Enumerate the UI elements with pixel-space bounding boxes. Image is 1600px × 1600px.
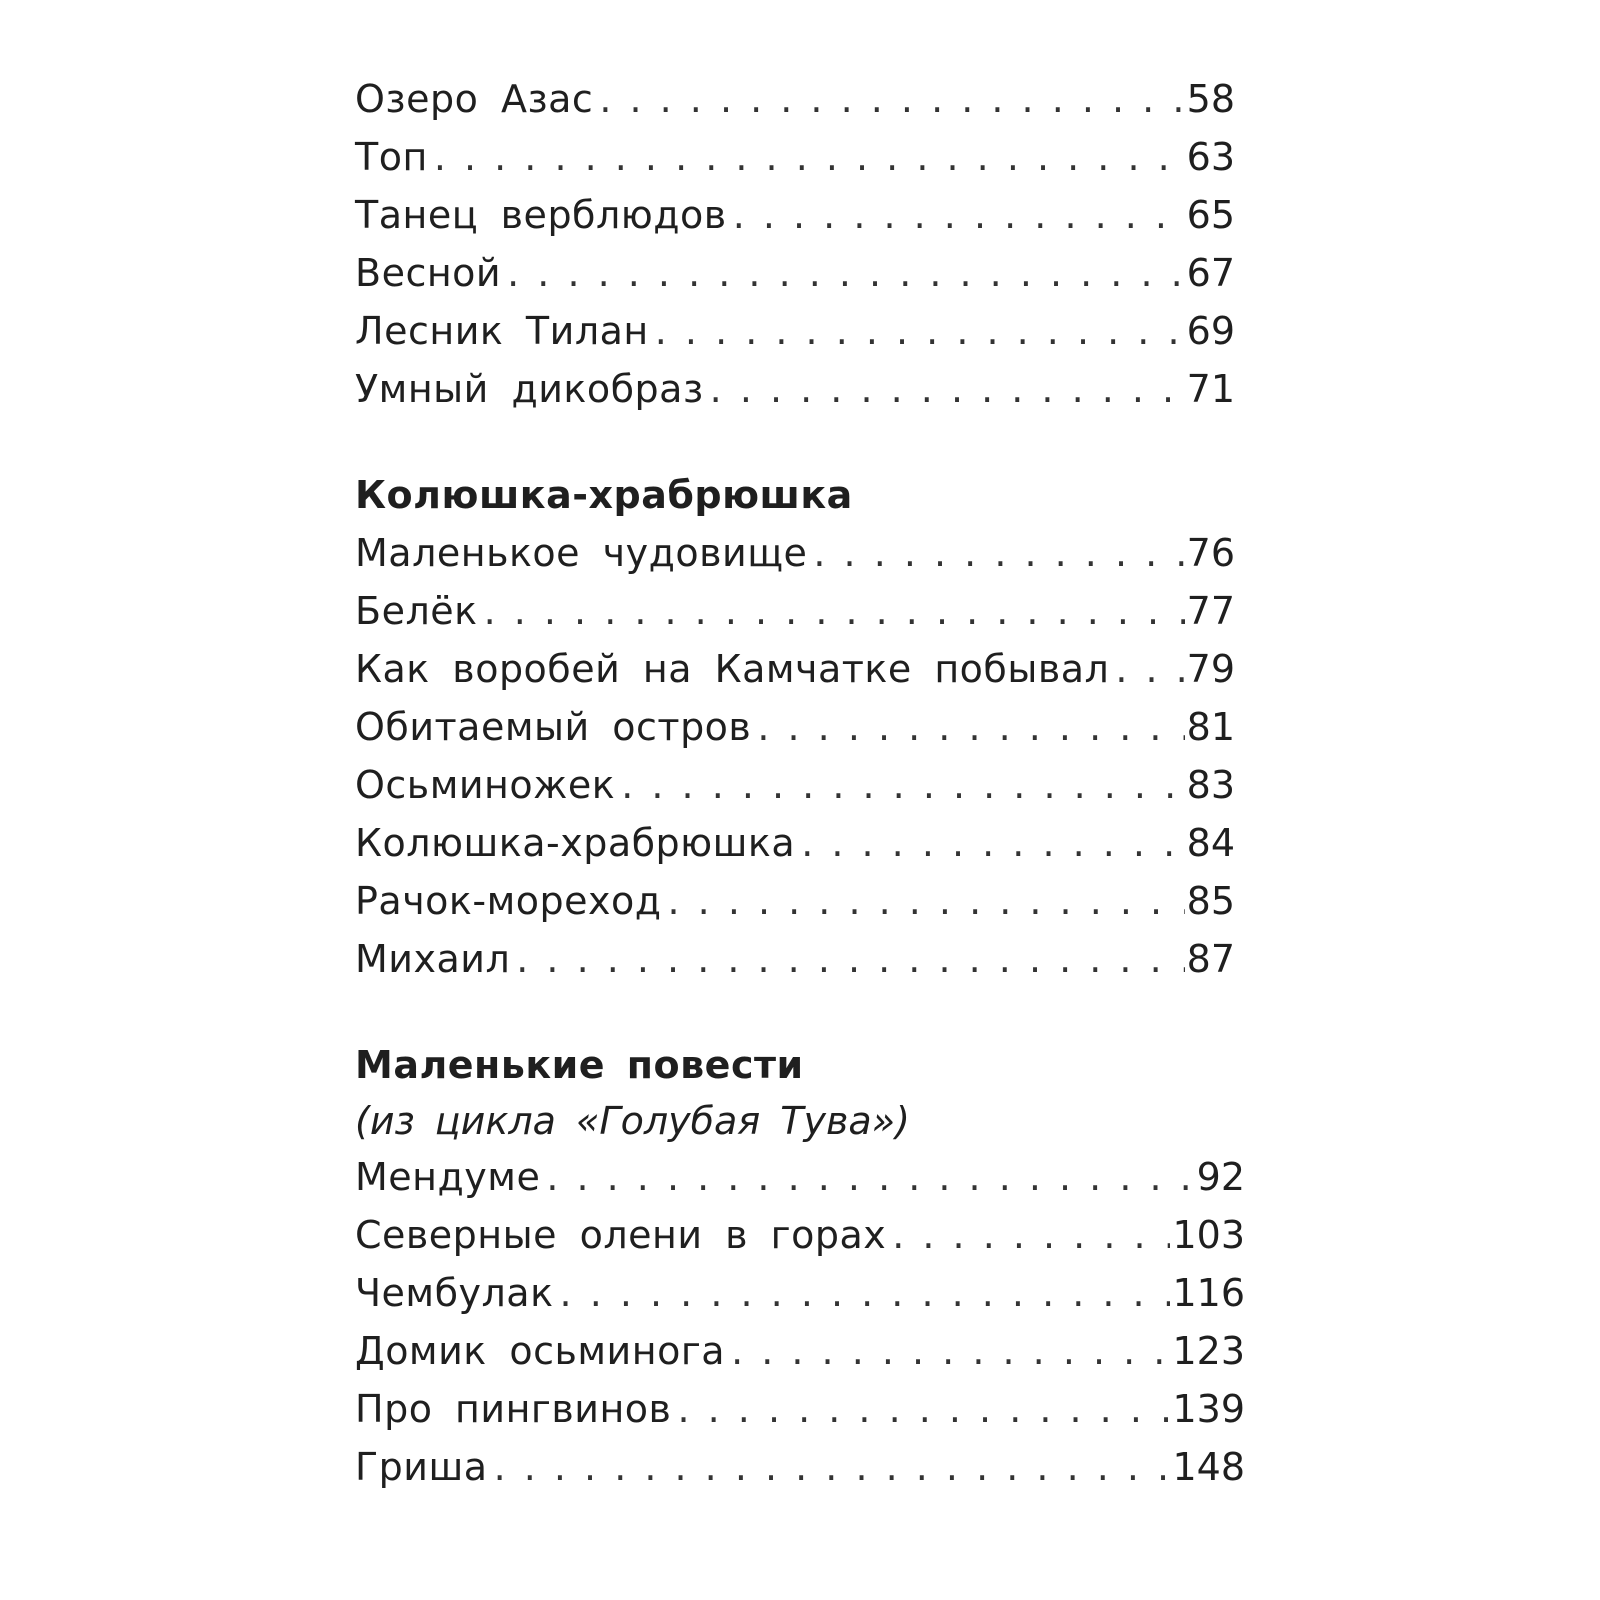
dot-leader <box>516 930 1184 988</box>
entry-title: Лесник Тилан <box>355 309 649 353</box>
dot-leader <box>560 1264 1171 1322</box>
dot-leader <box>892 1206 1170 1264</box>
dot-leader <box>434 128 1185 186</box>
entry-title: Танец верблюдов <box>355 193 727 237</box>
table-of-contents <box>355 70 1245 1496</box>
dot-leader <box>710 360 1185 418</box>
entry-title: Мендуме <box>355 1155 541 1199</box>
entry-page-number: 79 <box>1186 647 1235 691</box>
dot-leader <box>757 698 1184 756</box>
dot-leader <box>599 70 1184 128</box>
entry-title: Чембулак <box>355 1271 554 1315</box>
dot-leader <box>801 814 1184 872</box>
entry-page-number: 116 <box>1172 1271 1245 1315</box>
toc-entry[interactable] <box>355 1438 1245 1496</box>
dot-leader <box>494 1438 1171 1496</box>
toc-entry[interactable] <box>355 756 1235 814</box>
section-spacer <box>355 418 1235 466</box>
toc-entry[interactable] <box>355 640 1235 698</box>
dot-leader <box>813 524 1184 582</box>
entry-title: Белёк <box>355 589 478 633</box>
section-heading: Колюшка-храбрюшка <box>355 473 853 517</box>
entry-title: Обитаемый остров <box>355 705 752 749</box>
entry-title: Про пингвинов <box>355 1387 672 1431</box>
entry-page-number: 103 <box>1172 1213 1245 1257</box>
toc-entry[interactable] <box>355 582 1235 640</box>
entry-page-number: 77 <box>1186 589 1235 633</box>
entry-page-number: 69 <box>1186 309 1235 353</box>
entry-page-number: 67 <box>1186 251 1235 295</box>
entry-title: Маленькое чудовище <box>355 531 808 575</box>
entry-page-number: 148 <box>1172 1445 1245 1489</box>
section-subheading: (из цикла «Голубая Тува») <box>355 1099 910 1143</box>
dot-leader <box>677 1380 1170 1438</box>
entry-title: Топ <box>355 135 428 179</box>
entry-title: Северные олени в горах <box>355 1213 887 1257</box>
toc-entry[interactable] <box>355 1264 1245 1322</box>
toc-group <box>355 70 1235 418</box>
toc-entry[interactable] <box>355 70 1235 128</box>
toc-entry[interactable] <box>355 244 1235 302</box>
dot-leader <box>655 302 1185 360</box>
entry-title: Осьминожек <box>355 763 616 807</box>
toc-entry[interactable] <box>355 1206 1245 1264</box>
dot-leader <box>733 186 1185 244</box>
toc-entry[interactable] <box>355 302 1235 360</box>
dot-leader <box>484 582 1185 640</box>
toc-entry[interactable] <box>355 698 1235 756</box>
entry-title: Домик осьминога <box>355 1329 726 1373</box>
entry-page-number: 58 <box>1186 77 1235 121</box>
entry-title: Михаил <box>355 937 511 981</box>
dot-leader <box>546 1148 1194 1206</box>
toc-entry[interactable] <box>355 1380 1245 1438</box>
toc-entry[interactable] <box>355 186 1235 244</box>
entry-page-number: 71 <box>1186 367 1235 411</box>
dot-leader <box>507 244 1185 302</box>
entry-title: Гриша <box>355 1445 488 1489</box>
entry-page-number: 84 <box>1186 821 1235 865</box>
dot-leader <box>621 756 1184 814</box>
entry-page-number: 76 <box>1186 531 1235 575</box>
entry-page-number: 92 <box>1196 1155 1245 1199</box>
entry-title: Как воробей на Камчатке побывал <box>355 647 1110 691</box>
entry-page-number: 123 <box>1172 1329 1245 1373</box>
entry-page-number: 87 <box>1186 937 1235 981</box>
entry-page-number: 63 <box>1186 135 1235 179</box>
entry-page-number: 139 <box>1172 1387 1245 1431</box>
entry-title: Колюшка-храбрюшка <box>355 821 796 865</box>
entry-title: Озеро Азас <box>355 77 594 121</box>
toc-entry[interactable] <box>355 360 1235 418</box>
entry-title: Весной <box>355 251 502 295</box>
toc-entry[interactable] <box>355 524 1235 582</box>
section-heading: Маленькие повести <box>355 1043 804 1087</box>
toc-entry[interactable] <box>355 128 1235 186</box>
entry-page-number: 65 <box>1186 193 1235 237</box>
toc-entry[interactable] <box>355 814 1235 872</box>
toc-group <box>355 988 1245 1496</box>
section-spacer <box>355 988 1235 1036</box>
toc-entry[interactable] <box>355 1322 1245 1380</box>
toc-entry[interactable] <box>355 872 1235 930</box>
entry-page-number: 81 <box>1186 705 1235 749</box>
dot-leader <box>731 1322 1170 1380</box>
toc-entry[interactable] <box>355 930 1235 988</box>
entry-page-number: 83 <box>1186 763 1235 807</box>
entry-title: Умный дикобраз <box>355 367 704 411</box>
entry-title: Рачок-мореход <box>355 879 662 923</box>
toc-group <box>355 418 1235 988</box>
toc-entry[interactable] <box>355 1148 1245 1206</box>
dot-leader <box>1115 640 1184 698</box>
entry-page-number: 85 <box>1186 879 1235 923</box>
dot-leader <box>668 872 1185 930</box>
